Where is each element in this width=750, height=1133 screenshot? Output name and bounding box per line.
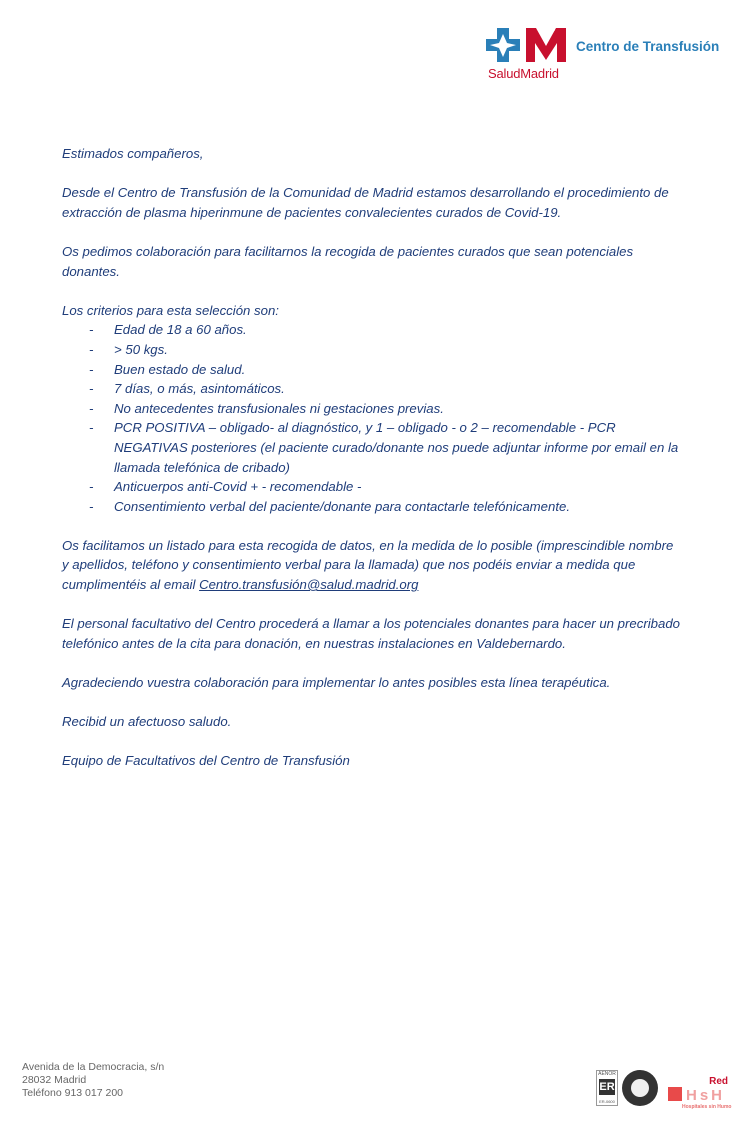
criteria-item: - Consentimiento verbal del paciente/donante para contactarle telefónicamente.	[89, 498, 570, 514]
criteria-item: - Buen estado de salud.	[89, 361, 246, 377]
criteria-item: - No antecedentes transfusionales ni gestaciones previas.	[89, 400, 444, 416]
criteria-item: - Edad de 18 a 60 años.	[89, 322, 247, 338]
paragraph-data-collection: Os facilitamos un listado para esta recogida de datos, en la medida de lo posible (imprescindible nombre y apellidos, teléfono y consentimiento verbal para la llamada) que nos podéis enviar a medida que cumplimentéis al email Centro.transfusión@salud.madrid.org	[62, 537, 674, 593]
paragraph-intro: Desde el Centro de Transfusión de la Comunidad de Madrid estamos desarrollando el procedimiento de extracción de plasma hiperinmune de pacientes convalecientes curados de Covid-19.	[62, 185, 669, 220]
paragraph-thanks: Agradeciendo vuestra colaboración para implementar lo antes posibles esta línea terapéutica.	[62, 675, 611, 691]
hospitales-sin-humo-badge: Red HsH Hospitales sin Humo	[666, 1076, 750, 1110]
closing: Recibid un afectuoso saludo.	[62, 714, 232, 730]
brand-subtitle: SaludMadrid	[488, 66, 559, 81]
paragraph-request: Os pedimos colaboración para facilitarnos la recogida de pacientes curados que sean potenciales donantes.	[62, 243, 634, 279]
criteria-intro: Los criterios para esta selección son:	[62, 302, 279, 318]
footer-address	[22, 1061, 164, 1100]
aenor-badge-icon: AENOR ER ER-0600	[596, 1070, 618, 1106]
iqnet-seal-icon	[622, 1070, 658, 1106]
criteria-list	[62, 320, 682, 516]
health-cross-logo-icon	[486, 26, 570, 64]
centre-name: Centro de Transfusión	[576, 39, 720, 54]
criteria-item: - Anticuerpos anti-Covid + - recomendable -	[89, 479, 362, 495]
address-phone: Teléfono 913 017 200	[22, 1087, 124, 1099]
signature: Equipo de Facultativos del Centro de Transfusión	[62, 753, 350, 769]
criteria-item: - 7 días, o más, asintomáticos.	[89, 381, 285, 397]
salud-madrid-logo	[486, 26, 736, 86]
email-link[interactable]: Centro.transfusión@salud.madrid.org	[199, 577, 419, 593]
criteria-item: - PCR POSITIVA – obligado- al diagnóstico, y 1 – obligado - o 2 – recomendable - PCR NEGATIVAS posteriores (el paciente curado/donante nos puede adjuntar informe por email en la llamada telefónica de cribado)	[89, 420, 679, 475]
address-street: Avenida de la Democracia, s/n	[22, 1061, 165, 1073]
red-square-icon	[668, 1087, 682, 1101]
madrid-m-logo-icon	[526, 28, 566, 62]
certification-badges	[596, 1066, 746, 1110]
greeting: Estimados compañeros,	[62, 146, 204, 161]
letter-body	[62, 144, 682, 771]
address-city: 28032 Madrid	[22, 1074, 87, 1086]
criteria-item: - > 50 kgs.	[89, 341, 168, 357]
paragraph-prescreening: El personal facultativo del Centro procederá a llamar a los potenciales donantes para hacer un precribado telefónico antes de la cita para donación, en nuestras instalaciones en Valdebernardo.	[62, 616, 680, 651]
